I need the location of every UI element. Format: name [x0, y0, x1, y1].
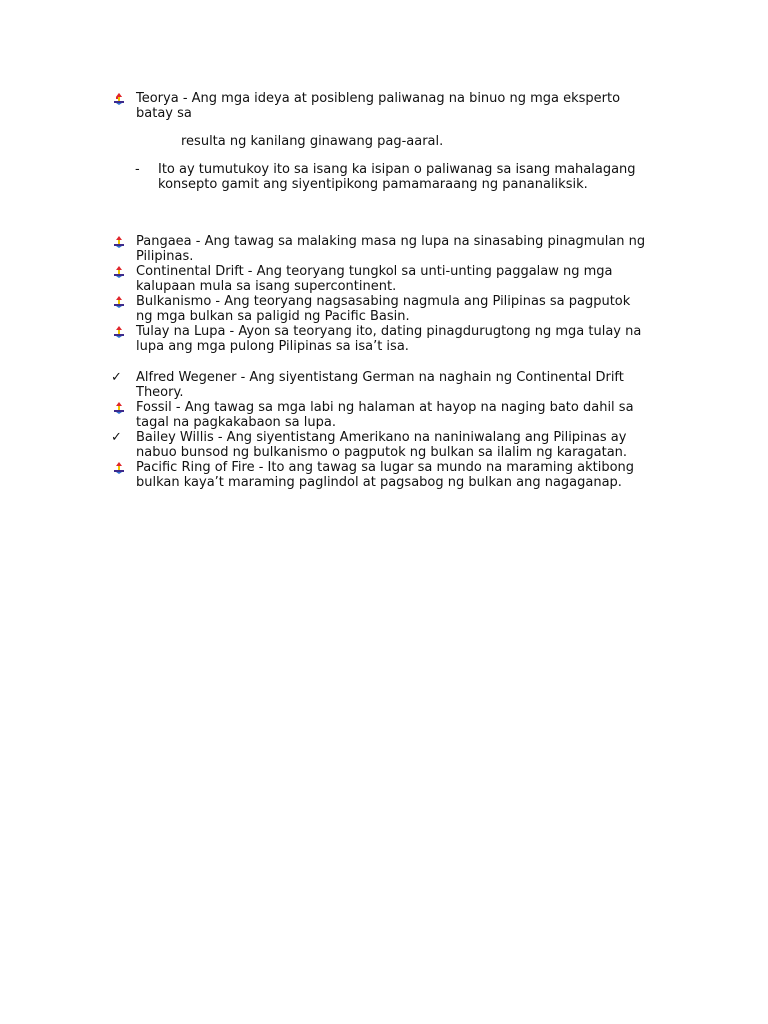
list-item-line-2: bulkan kaya’t maraming paglindol at pagsabog ng bulkan ang nagaganap. [136, 475, 622, 490]
list-item-line-1: Fossil - Ang tawag sa mga labi ng halaman at hayop na naging bato dahil sa [136, 400, 634, 415]
four-color-arrow-bullet-icon [112, 325, 126, 339]
list-item-bailey-willis [0, 430, 768, 460]
list-item-line-2: ng mga bulkan sa paligid ng Pacific Basin. [136, 309, 410, 324]
check-mark-icon: ✓ [111, 430, 122, 445]
four-color-arrow-bullet-icon [112, 92, 126, 106]
list-item-text [136, 430, 684, 460]
list-item-pacific-ring-of-fire [0, 460, 768, 490]
list-item-line-1: Pacific Ring of Fire - Ito ang tawag sa lugar sa mundo na maraming aktibong [136, 460, 635, 475]
list-item-line-1: Bailey Willis - Ang siyentistang Amerikano na naniniwalang ang Pilipinas ay [136, 430, 627, 445]
list-item-text [136, 264, 684, 294]
list-item-continental-drift [0, 264, 768, 294]
list-item-fossil [0, 400, 768, 430]
intro-line-2: batay sa [136, 106, 192, 121]
list-item-line-1: Continental Drift - Ang teoryang tungkol sa unti-unting paggalaw ng mga [136, 264, 613, 279]
list-item-line-2: kalupaan mula sa isang supercontinent. [136, 279, 397, 294]
list-item-text [136, 294, 684, 324]
list-item-text [136, 324, 684, 354]
list-item-line-2: lupa ang mga pulong Pilipinas sa isa’t isa. [136, 339, 409, 354]
four-color-arrow-bullet-icon [112, 235, 126, 249]
list-item-line-2: tagal na pagkakabaon sa lupa. [136, 415, 336, 430]
check-mark-icon: ✓ [111, 370, 122, 385]
four-color-arrow-bullet-icon [112, 295, 126, 309]
intro-item-teorya [0, 91, 768, 191]
intro-dash-line-1: Ito ay tumutukoy ito sa isang ka isipan o paliwanag sa isang mahalagang [158, 162, 636, 177]
four-color-arrow-bullet-icon [112, 401, 126, 415]
intro-dash: - [135, 162, 140, 177]
list-item-line-1: Tulay na Lupa - Ayon sa teoryang ito, dating pinagdurugtong ng mga tulay na [136, 324, 642, 339]
list-item-line-2: Theory. [136, 385, 184, 400]
list-item-bulkanismo [0, 294, 768, 324]
list-item-text [136, 234, 684, 264]
list-item-alfred-wegener [0, 370, 768, 400]
list-item-line-2: nabuo bunsod ng bulkanismo o pagputok ng bulkan sa ilalim ng karagatan. [136, 445, 628, 460]
intro-line-1: Teorya - Ang mga ideya at posibleng paliwanag na binuo ng mga eksperto [136, 91, 621, 106]
intro-text [136, 91, 684, 121]
list-item-pangaea [0, 234, 768, 264]
list-item-line-1: Pangaea - Ang tawag sa malaking masa ng lupa na sinasabing pinagmulan ng [136, 234, 646, 249]
intro-dash-line-2: konsepto gamit ang siyentipikong pamamaraang ng pananaliksik. [158, 177, 588, 192]
list-item-line-2: Pilipinas. [136, 249, 194, 264]
list-item-line-1: Alfred Wegener - Ang siyentistang German na naghain ng Continental Drift [136, 370, 624, 385]
list-item-text [136, 370, 684, 400]
four-color-arrow-bullet-icon [112, 265, 126, 279]
four-color-arrow-bullet-icon [112, 461, 126, 475]
intro-indent-line: resulta ng kanilang ginawang pag-aaral. [181, 134, 444, 149]
list-item-tulay-na-lupa [0, 324, 768, 354]
list-item-text [136, 460, 684, 490]
list-item-text [136, 400, 684, 430]
list-item-line-1: Bulkanismo - Ang teoryang nagsasabing nagmula ang Pilipinas sa pagputok [136, 294, 631, 309]
intro-dash-text [158, 162, 688, 192]
